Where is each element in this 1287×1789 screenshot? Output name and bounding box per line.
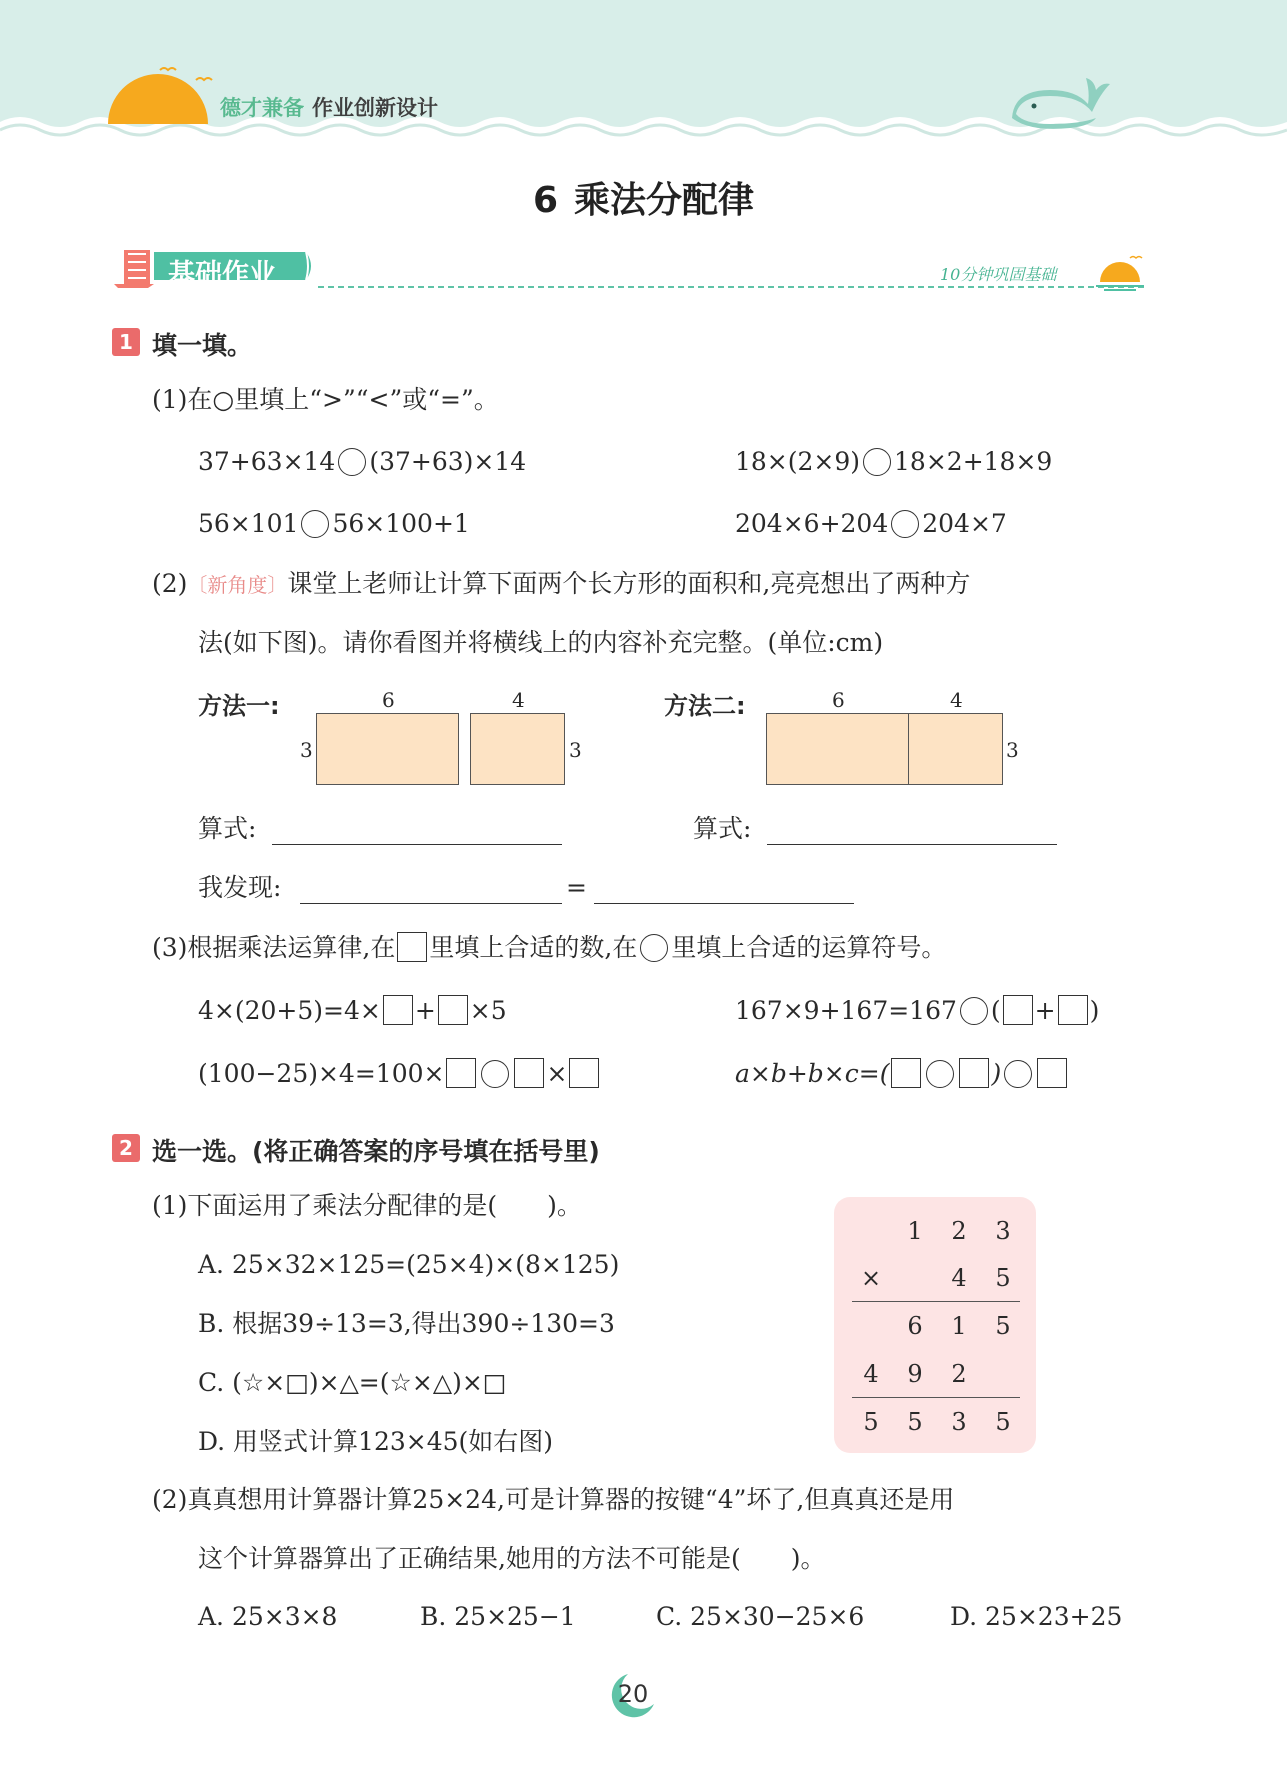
equation-row bbox=[198, 995, 507, 1027]
lesson-number: 6 bbox=[532, 180, 559, 221]
q1-part3-instruction bbox=[152, 932, 946, 964]
answer-box[interactable] bbox=[1037, 1058, 1067, 1088]
formula-label-1: 算式: bbox=[198, 814, 257, 843]
q1-compare-row bbox=[198, 446, 526, 478]
circle-symbol bbox=[640, 934, 668, 962]
instr-pre: (3)根据乘法运算律,在 bbox=[152, 933, 396, 962]
option-b: B. 根据39÷13=3,得出390÷130=3 bbox=[198, 1309, 615, 1338]
vertical-rule bbox=[852, 1301, 1020, 1302]
compare-left: 18×(2×9) bbox=[735, 447, 861, 476]
small-sun-icon bbox=[1092, 252, 1148, 294]
question-1-title: 填一填。 bbox=[152, 331, 253, 360]
dimension-width: 4 bbox=[512, 688, 525, 712]
discover-label: 我发现: bbox=[198, 873, 282, 902]
times-sign: × bbox=[860, 1264, 882, 1292]
formula-answer-line-1[interactable] bbox=[272, 844, 562, 845]
brand-green: 德才兼备 bbox=[220, 96, 304, 120]
digit: 5 bbox=[907, 1408, 923, 1436]
part-prefix: (2) bbox=[152, 569, 188, 598]
rectangle-6x3 bbox=[316, 713, 459, 785]
q2-part2-line2: 这个计算器算出了正确结果,她用的方法不可能是( )。 bbox=[198, 1544, 826, 1573]
q2-part2-line1: (2)真真想用计算器计算25×24,可是计算器的按键“4”坏了,但真真还是用 bbox=[152, 1485, 955, 1514]
digit: 4 bbox=[951, 1264, 967, 1292]
equation-text: ×5 bbox=[469, 996, 507, 1025]
compare-left: 204×6+204 bbox=[735, 509, 889, 538]
q1-compare-row bbox=[735, 508, 1007, 540]
digit: 3 bbox=[951, 1408, 967, 1436]
compare-right: 18×2+18×9 bbox=[894, 447, 1053, 476]
method-two-label: 方法二: bbox=[664, 692, 746, 720]
combined-rectangle bbox=[766, 713, 1003, 785]
compare-right: 204×7 bbox=[922, 509, 1007, 538]
equation-text: 4×(20+5)=4× bbox=[198, 996, 381, 1025]
answer-circle[interactable] bbox=[891, 510, 919, 538]
dimension-width: 4 bbox=[950, 688, 963, 712]
digit: 5 bbox=[995, 1312, 1011, 1340]
sun-icon bbox=[100, 62, 230, 132]
q1-compare-row bbox=[735, 446, 1052, 478]
answer-circle[interactable] bbox=[481, 1060, 509, 1088]
formula-answer-line-2[interactable] bbox=[767, 844, 1057, 845]
digit: 2 bbox=[951, 1217, 967, 1245]
answer-circle[interactable] bbox=[338, 448, 366, 476]
page-number: 20 bbox=[617, 1680, 649, 1708]
digit: 4 bbox=[863, 1360, 879, 1388]
dimension-width: 6 bbox=[382, 688, 395, 712]
rectangle-4x3 bbox=[470, 713, 565, 785]
dimension-width: 6 bbox=[832, 688, 845, 712]
part-text: 课堂上老师让计算下面两个长方形的面积和,亮亮想出了两种方 bbox=[287, 569, 971, 598]
equation-text: × bbox=[546, 1059, 568, 1088]
answer-box[interactable] bbox=[891, 1058, 921, 1088]
digit: 1 bbox=[951, 1312, 967, 1340]
equation-text: ( bbox=[990, 996, 1001, 1025]
digit: 5 bbox=[863, 1408, 879, 1436]
digit: 3 bbox=[995, 1217, 1011, 1245]
compare-left: 37+63×14 bbox=[198, 447, 336, 476]
answer-circle[interactable] bbox=[1004, 1060, 1032, 1088]
answer-circle[interactable] bbox=[926, 1060, 954, 1088]
option-a: A. 25×3×8 bbox=[198, 1602, 338, 1631]
dimension-height: 3 bbox=[1006, 738, 1019, 762]
option-a: A. 25×32×125=(25×4)×(8×125) bbox=[198, 1250, 620, 1279]
question-1-badge: 1 bbox=[112, 328, 140, 356]
equation-row bbox=[735, 995, 1099, 1027]
new-angle-tag: 〔新角度〕 bbox=[187, 573, 288, 597]
q1-part2-line2: 法(如下图)。请你看图并将横线上的内容补充完整。(单位:cm) bbox=[198, 628, 884, 657]
lesson-title: 乘法分配律 bbox=[574, 180, 755, 221]
compare-right: 56×100+1 bbox=[332, 509, 470, 538]
instr-post: 里填上合适的运算符号。 bbox=[671, 933, 947, 962]
whale-icon bbox=[1010, 74, 1115, 132]
section-subtitle: 10分钟巩固基础 bbox=[940, 265, 1057, 284]
option-d: D. 25×23+25 bbox=[950, 1602, 1123, 1631]
equation-text: + bbox=[414, 996, 436, 1025]
answer-box[interactable] bbox=[569, 1058, 599, 1088]
section-divider bbox=[318, 286, 1144, 288]
instr-mid: 里填上合适的数,在 bbox=[429, 933, 638, 962]
answer-box[interactable] bbox=[514, 1058, 544, 1088]
option-c: C. 25×30−25×6 bbox=[656, 1602, 865, 1631]
digit: 1 bbox=[907, 1217, 923, 1245]
digit: 6 bbox=[907, 1312, 923, 1340]
brand-title bbox=[220, 92, 438, 122]
answer-box[interactable] bbox=[446, 1058, 476, 1088]
equation-text: (100−25)×4=100× bbox=[198, 1059, 445, 1088]
option-c: C. (☆×□)×△=(☆×△)×□ bbox=[198, 1368, 507, 1397]
answer-box[interactable] bbox=[1003, 995, 1033, 1025]
digit: 2 bbox=[951, 1360, 967, 1388]
q2-part1-stem: (1)下面运用了乘法分配律的是( )。 bbox=[152, 1191, 582, 1220]
compare-left: 56×101 bbox=[198, 509, 299, 538]
equation-text: ) bbox=[991, 1059, 1002, 1088]
option-d: D. 用竖式计算123×45(如右图) bbox=[198, 1427, 554, 1456]
section-label: 基础作业 bbox=[168, 259, 276, 290]
option-b: B. 25×25−1 bbox=[420, 1602, 576, 1631]
equation-text: 167×9+167=167 bbox=[735, 996, 957, 1025]
dimension-height: 3 bbox=[300, 738, 313, 762]
q1-part2-line1 bbox=[152, 568, 970, 601]
brand-dark: 作业创新设计 bbox=[312, 96, 438, 120]
question-2-title: 选一选。(将正确答案的序号填在括号里) bbox=[152, 1137, 600, 1166]
digit: 5 bbox=[995, 1408, 1011, 1436]
equation-text: a×b+b×c=( bbox=[735, 1059, 890, 1088]
q1-compare-row bbox=[198, 508, 470, 540]
answer-box[interactable] bbox=[383, 995, 413, 1025]
formula-label-2: 算式: bbox=[693, 814, 752, 843]
discover-answer-line-right[interactable] bbox=[594, 903, 854, 904]
dimension-height: 3 bbox=[569, 738, 582, 762]
digit: 5 bbox=[995, 1264, 1011, 1292]
digit: 9 bbox=[907, 1360, 923, 1388]
method-one-label: 方法一: bbox=[198, 692, 280, 720]
answer-box[interactable] bbox=[1058, 995, 1088, 1025]
answer-circle[interactable] bbox=[301, 510, 329, 538]
answer-circle[interactable] bbox=[960, 997, 988, 1025]
page-title bbox=[0, 172, 1287, 223]
vertical-rule bbox=[852, 1397, 1020, 1398]
compare-right: (37+63)×14 bbox=[369, 447, 527, 476]
box-symbol bbox=[397, 932, 427, 962]
equation-row bbox=[198, 1058, 601, 1090]
question-2-badge: 2 bbox=[112, 1134, 140, 1162]
answer-circle[interactable] bbox=[863, 448, 891, 476]
equation-text: + bbox=[1034, 996, 1056, 1025]
equation-row bbox=[735, 1058, 1069, 1090]
answer-box[interactable] bbox=[959, 1058, 989, 1088]
equals-sign: = bbox=[566, 873, 587, 902]
q1-part1-instruction: (1)在○里填上“>”“<”或“=”。 bbox=[152, 385, 499, 414]
answer-box[interactable] bbox=[438, 995, 468, 1025]
equation-text: ) bbox=[1089, 996, 1100, 1025]
rectangle-divider bbox=[908, 713, 909, 785]
discover-answer-line-left[interactable] bbox=[300, 903, 562, 904]
